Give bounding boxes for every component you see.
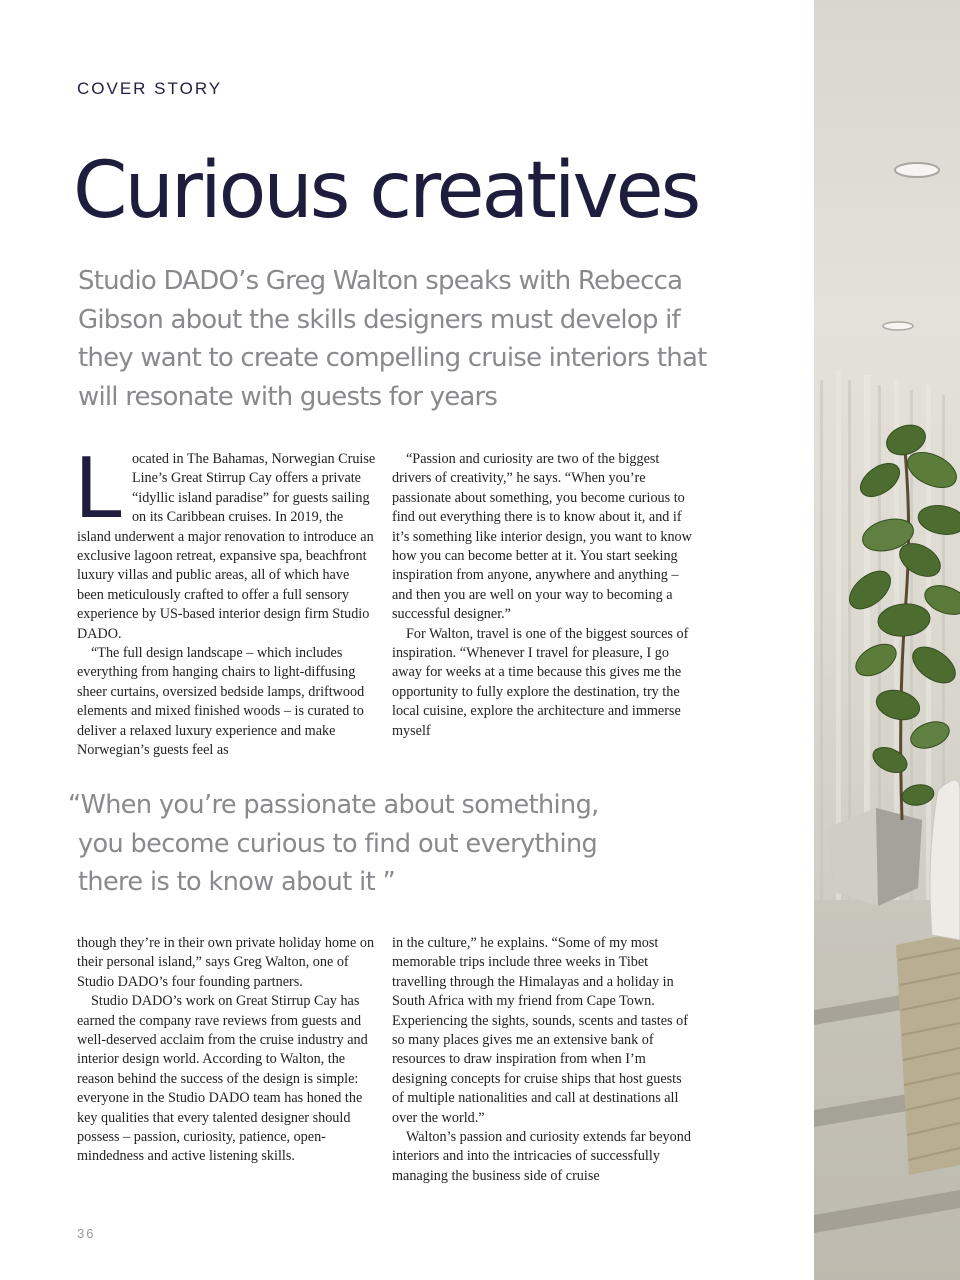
drop-cap: L: [75, 437, 124, 536]
body-paragraph: Studio DADO’s work on Great Stirrup Cay has earned the company rave reviews from guests and well-deserved acclaim from the cruise industry and interior design world. According to Walton, the reason behind the success of the design is simple: everyone in the Studio DADO team has honed the key qualities that every talented designer should possess – passion, curiosity, patience, open-mindedness and active listening skills.: [77, 993, 368, 1165]
body-column-1: [75, 437, 377, 761]
ceiling-light: [883, 322, 913, 330]
body-paragraph: Walton’s passion and curiosity extends far beyond interiors and into the intricacies of successfully managing the business side of cruise: [392, 1129, 691, 1184]
body-paragraph: [75, 437, 377, 644]
body-paragraph: For Walton, travel is one of the biggest sources of inspiration. “Whenever I travel for pleasure, I go away for weeks at a time because this gives me the opportunity to fully explore the destination, try the local cuisine, explore the architecture and immerse myself: [392, 625, 689, 739]
ceiling-light: [895, 163, 939, 177]
body-paragraph: though they’re in their own private holiday home on their personal island,” says Greg Walton, one of Studio DADO’s four founding partners.: [77, 935, 375, 990]
pull-quote-line: there is to know about it ”: [78, 867, 396, 897]
body-paragraph: in the culture,” he explains. “Some of my most memorable trips include three weeks in Tibet travelling through the Himalayas and a holiday in South Africa with my friend from Cape Town. Experiencing the sights, sounds, scents and tastes of so many places gives me an extensive bank of resources to draw inspiration from when I’m designing concepts for cruise ships that host guests of multiple nationalities and call at destinations all over the world.”: [392, 935, 688, 1126]
standfirst: Studio DADO’s Greg Walton speaks with Rebecca Gibson about the skills designers must develop if they want to create compelling cruise interiors that will resonate with guests for years: [78, 266, 707, 412]
page-number: 36: [77, 1226, 96, 1241]
pull-quote: [68, 786, 728, 902]
section-label: COVER STORY: [77, 79, 223, 98]
pull-quote-line: “When you’re passionate about something,: [68, 790, 599, 820]
paragraph-text: ocated in The Bahamas, Norwegian Cruise Line’s Great Stirrup Cay offers a private “idyllic island paradise” for guests sailing on its Caribbean cruises. In 2019, the island underwent a major renovation to introduce an exclusive lagoon retreat, expansive spa, beachfront luxury villas and public areas, all of which have been meticulously crafted to offer a full sensory experience by US-based interior design firm Studio DADO.: [77, 451, 376, 642]
body-column-2: [392, 450, 692, 741]
body-paragraph: “Passion and curiosity are two of the biggest drivers of creativity,” he says. “When you’re passionate about something, you become curious to find out everything there is to know about it, and if it’s something like interior design, you want to know how you can become better at it. You start seeking inspiration from anyone, anywhere and anything – and then you are well on your way to becoming a successful designer.”: [392, 451, 692, 623]
planter: [828, 808, 922, 906]
pull-quote-line: you become curious to find out everything: [78, 828, 598, 859]
body-column-3: [77, 934, 377, 1167]
headline: Curious creatives: [73, 146, 699, 236]
body-column-4: [392, 934, 692, 1186]
body-paragraph: “The full design landscape – which includes everything from hanging chairs to light-diffusing sheer curtains, oversized bedside lamps, driftwood elements and mixed finished woods – is curated to deliver a relaxed luxury experience and make Norwegian’s guests feel as: [77, 645, 365, 759]
interior-photo: [814, 0, 960, 1280]
